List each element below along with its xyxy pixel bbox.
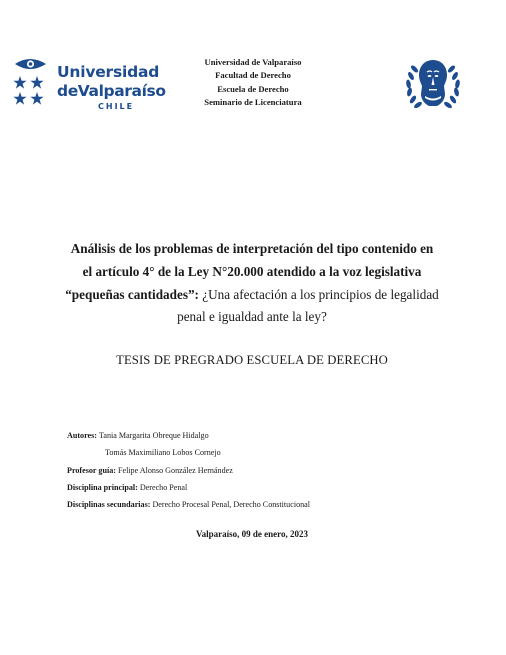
advisor-name: Felipe Alonso González Hernández (117, 465, 233, 475)
thesis-type: TESIS DE PREGRADO ESCUELA DE DERECHO (116, 353, 388, 367)
author-2: Tomás Maximiliano Lobos Cornejo (105, 448, 221, 458)
school-name: Escuela de Derecho (217, 83, 289, 94)
logo-text-chile: CHILE (98, 102, 135, 111)
advisor-row (67, 462, 310, 479)
title-line-3-bold: “pequeñas cantidades”: (65, 286, 199, 302)
title-line-4: penal e igualdad ante la ley? (177, 309, 327, 325)
author-1: Tania Margarita Obreque Hidalgo (99, 431, 209, 440)
main-discipline: Derecho Penal (139, 482, 188, 492)
institution-header (160, 56, 346, 110)
title-line-2: el artículo 4° de la Ley N°20.000 atendido a la voz legislativa (82, 263, 422, 279)
authors-row (67, 427, 310, 444)
author-2-row (67, 444, 310, 461)
logo-text-valparaiso: deValparaíso (57, 82, 166, 100)
place-and-date: Valparaíso, 09 de enero, 2023 (195, 529, 308, 539)
university-seal-icon (403, 54, 463, 114)
logo-text-universidad: Universidad (57, 63, 160, 81)
university-name: Universidad de Valparaíso (204, 57, 302, 67)
secondary-disciplines-row (67, 496, 310, 513)
thesis-info (67, 427, 310, 513)
main-discipline-label: Disciplina principal: (67, 482, 140, 492)
thesis-title (52, 238, 452, 329)
title-line-3-normal: ¿Una afectación a los principios de legalidad (198, 286, 439, 302)
universidad-valparaiso-logo (12, 54, 166, 116)
advisor-label: Profesor guía: (67, 465, 118, 475)
main-discipline-row (67, 479, 310, 496)
authors-label: Autores: (67, 431, 99, 440)
faculty-name: Facultad de Derecho (215, 70, 291, 81)
eye-and-stars-icon (12, 56, 52, 114)
seminar-name: Seminario de Licenciatura (204, 97, 302, 108)
title-line-1: Análisis de los problemas de interpretación del tipo contenido en (70, 241, 434, 256)
secondary-disciplines: Derecho Procesal Penal, Derecho Constitucional (152, 500, 311, 510)
secondary-disciplines-label: Disciplinas secundarias: (67, 500, 153, 510)
